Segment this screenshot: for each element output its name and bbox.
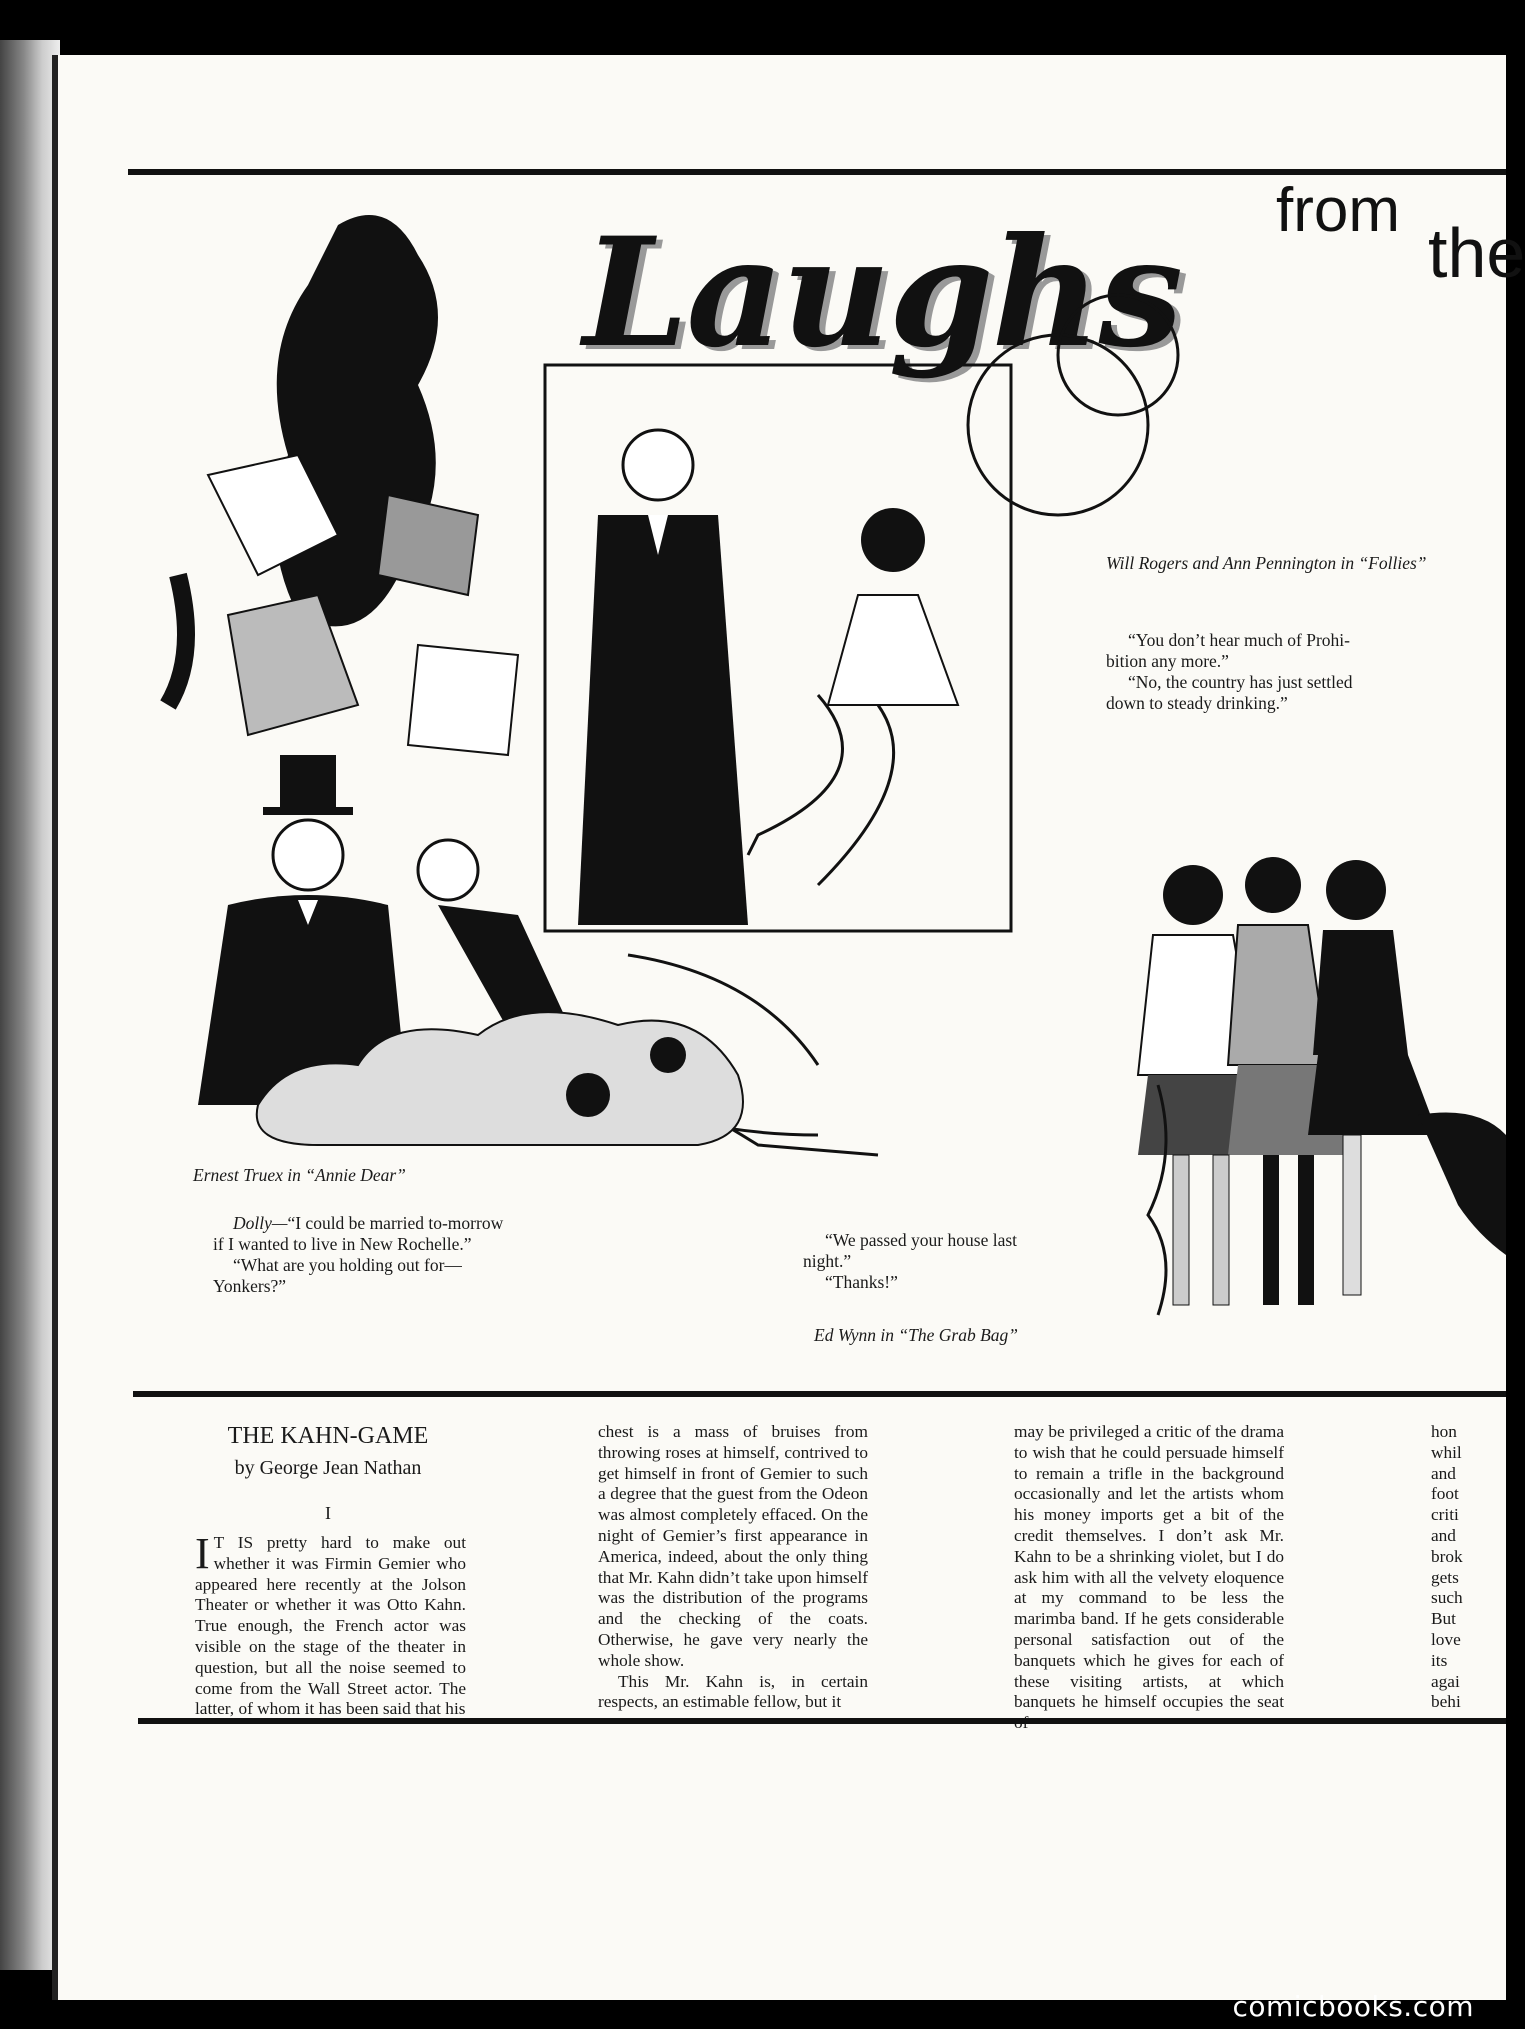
joke-rogers-line: down to steady drinking.” [1106, 693, 1288, 713]
article-byline: by George Jean Nathan [234, 1457, 422, 1479]
column-4-line: gets [1431, 1567, 1459, 1587]
joke-truex [213, 1213, 593, 1297]
book-spine [0, 40, 60, 1970]
column-4-line: behi [1431, 1692, 1461, 1712]
magazine-page [52, 55, 1525, 2000]
caption-wynn: Ed Wynn in “The Grab Bag” [814, 1325, 1019, 1345]
joke-truex-line: “What are you holding out for— [233, 1255, 462, 1275]
middle-rule [133, 1391, 1506, 1397]
article-title: THE KAHN-GAME [227, 1423, 429, 1449]
caption-rogers: Will Rogers and Ann Pennington in “Follies” [1106, 553, 1427, 573]
column-2-paragraph: chest is a mass of bruises from throwing roses at himself, contrived to get himself in front of Gemier to such a degree that the guest from the Odeon was almost completely effaced. On the night of Gemier’s first appearance in America, indeed, about the only thing that Mr. Kahn didn’t take upon himself was the distribution of the programs and the checking of the coats. Otherwise, he gave very nearly the whole show. [598, 1422, 868, 1670]
joke-wynn-line: “Thanks!” [825, 1272, 898, 1292]
title-from: from [1276, 176, 1400, 245]
column-2-paragraph: This Mr. Kahn is, in certain respects, an estimable fellow, but it [598, 1671, 868, 1712]
title-laughs: Laughs [583, 205, 1182, 381]
joke-rogers-line: “No, the country has just settled [1128, 672, 1353, 692]
title-the: the [1428, 214, 1525, 292]
column-1-text: T IS pretty hard to make out whether it was Firmin Gemier who appeared here recently at the Jolson Theater or whether it was Otto Kahn. True enough, the French actor was visible on the stage of the theater in question, but all the noise seemed to come from the Wall Street actor. The latter, of whom it has been said that his [195, 1533, 466, 1719]
section-number: I [325, 1503, 331, 1523]
watermark: comicbooks.com [1232, 1990, 1474, 2023]
joke-truex-line: if I wanted to live in New Rochelle.” [213, 1234, 472, 1254]
joke-truex-line: Yonkers?” [213, 1276, 287, 1296]
joke-rogers-line: bition any more.” [1106, 651, 1229, 671]
joke-wynn-line: “We passed your house last [825, 1230, 1018, 1250]
column-4-line: hon [1431, 1422, 1457, 1441]
article-column-2 [598, 1422, 868, 1713]
joke-truex-line: “I could be married to-morrow [287, 1213, 504, 1233]
column-4-line: such [1431, 1588, 1463, 1608]
bottom-rule [138, 1718, 1506, 1724]
column-4-line: and [1431, 1525, 1456, 1545]
column-4-line: and [1431, 1463, 1456, 1483]
column-4-line: foot [1431, 1484, 1459, 1504]
column-4-line: criti [1431, 1505, 1459, 1525]
column-4-line: whil [1431, 1442, 1462, 1462]
caption-truex: Ernest Truex in “Annie Dear” [193, 1165, 406, 1185]
drop-cap: I [195, 1529, 210, 1578]
joke-wynn [803, 1230, 1143, 1293]
joke-rogers-line: “You don’t hear much of Prohi- [1128, 630, 1350, 650]
article-column-4 [1431, 1422, 1506, 1713]
column-4-line: its [1431, 1650, 1448, 1670]
column-4-line: love [1431, 1629, 1461, 1649]
column-4-line: agai [1431, 1671, 1460, 1691]
article-column-1 [195, 1529, 466, 1720]
speaker-dolly: Dolly— [233, 1213, 288, 1233]
column-4-line: brok [1431, 1546, 1463, 1566]
joke-wynn-line: night.” [803, 1251, 852, 1271]
column-4-line: But [1431, 1609, 1456, 1629]
article-column-3 [1014, 1422, 1284, 1734]
joke-rogers [1106, 630, 1506, 714]
column-3-paragraph: may be privileged a critic of the drama to wish that he could persuade himself to remain a trifle in the background occasionally and let the artists whom his money imports get a bit of the credit themselves. I don’t ask Mr. Kahn to be a shrinking violet, but I do ask him with all the velvety eloquence at my command to be less the marimba band. If he gets considerable personal satisfaction out of the banquets which he gives for each of these visiting artists, at which banquets he himself occupies the seat [1014, 1422, 1284, 1712]
